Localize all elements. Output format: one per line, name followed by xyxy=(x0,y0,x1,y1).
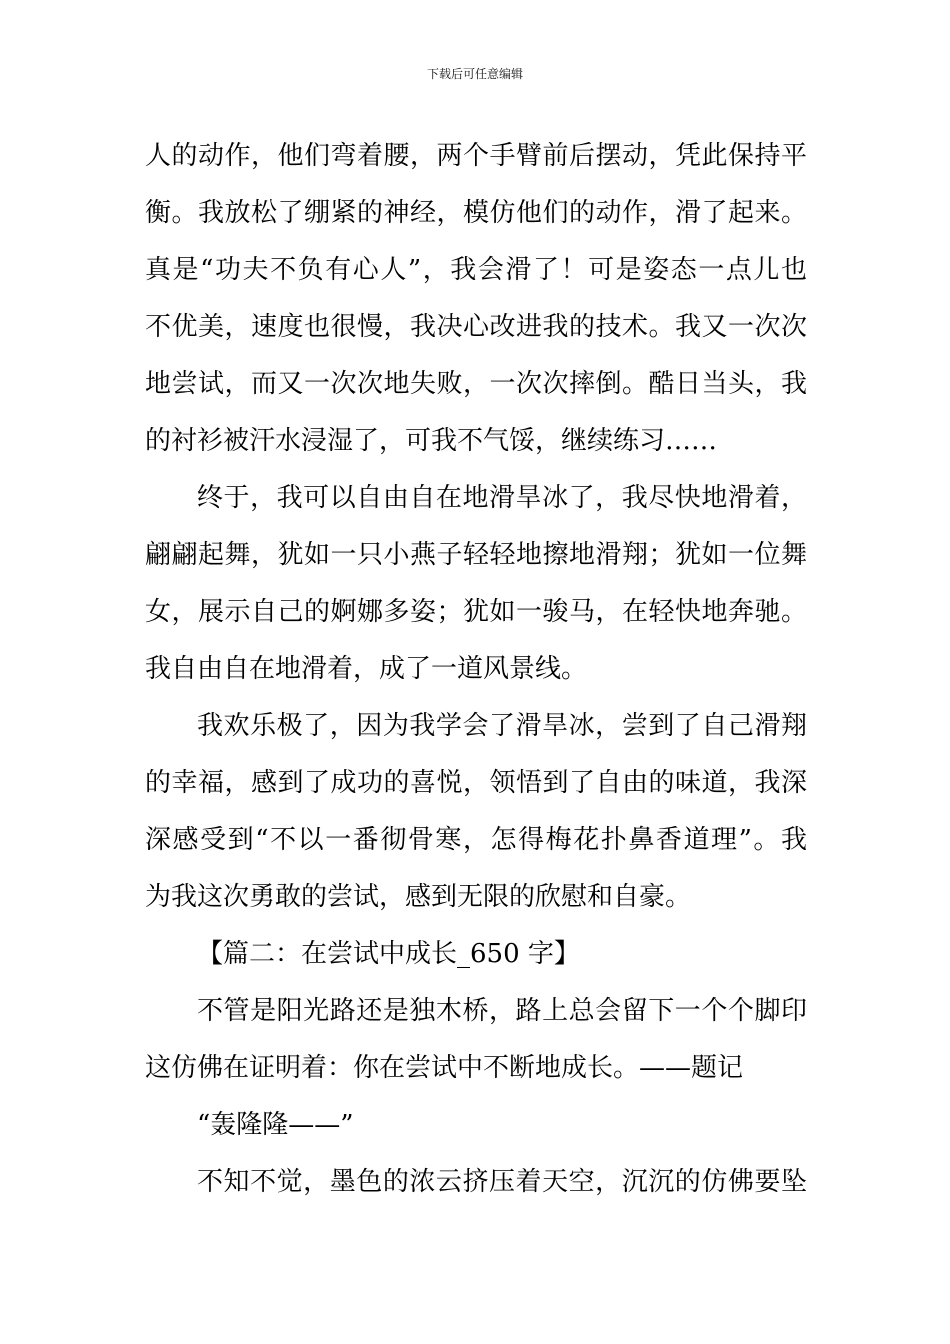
text-line-content: 【篇二：在尝试中成长_650 字】 xyxy=(197,939,580,969)
text-line xyxy=(145,869,807,926)
text-line xyxy=(145,185,807,242)
text-line-content: 翩翩起舞，犹如一只小燕子轻轻地擦地滑翔；犹如一位舞 xyxy=(145,540,807,570)
text-line xyxy=(145,128,807,185)
text-line xyxy=(145,470,807,527)
text-line-content: 不管是阳光路还是独木桥，路上总会留下一个个脚印 xyxy=(197,996,807,1026)
text-line-content: 深感受到“不以一番彻骨寒，怎得梅花扑鼻香道理”。我 xyxy=(145,825,807,855)
text-line-content: 终于，我可以自由自在地滑旱冰了，我尽快地滑着， xyxy=(197,483,807,513)
page-header: 下载后可任意编辑 xyxy=(426,67,523,81)
text-line xyxy=(145,356,807,413)
text-line-content: 不知不觉，墨色的浓云挤压着天空，沉沉的仿佛要坠 xyxy=(197,1167,807,1197)
text-line xyxy=(145,413,807,470)
text-line xyxy=(145,1040,807,1097)
text-line xyxy=(145,926,807,983)
document-body xyxy=(145,128,807,1211)
text-line-content: 的衬衫被汗水浸湿了，可我不气馁，继续练习…… xyxy=(145,426,718,456)
text-line-content: 人的动作，他们弯着腰，两个手臂前后摆动，凭此保持平 xyxy=(145,141,807,171)
text-line-content: 我欢乐极了，因为我学会了滑旱冰，尝到了自己滑翔 xyxy=(197,711,807,741)
text-line xyxy=(145,698,807,755)
text-line xyxy=(145,812,807,869)
text-line xyxy=(145,299,807,356)
text-line-content: 的幸福，感到了成功的喜悦，领悟到了自由的味道，我深 xyxy=(145,768,807,798)
text-line xyxy=(145,242,807,299)
text-line-content: 为我这次勇敢的尝试，感到无限的欣慰和自豪。 xyxy=(145,882,692,912)
text-line xyxy=(145,983,807,1040)
text-line xyxy=(145,755,807,812)
text-line-content: 衡。我放松了绷紧的神经，模仿他们的动作，滑了起来。 xyxy=(145,198,807,228)
text-line xyxy=(145,641,807,698)
text-line xyxy=(145,1154,807,1211)
text-line-content: “轰隆隆——” xyxy=(197,1110,354,1140)
text-line xyxy=(145,1097,807,1154)
text-line xyxy=(145,584,807,641)
text-line-content: 这仿佛在证明着：你在尝试中不断地成长。——题记 xyxy=(145,1053,744,1083)
text-line-content: 女，展示自己的婀娜多姿；犹如一骏马，在轻快地奔驰。 xyxy=(145,597,807,627)
text-line-content: 真是“功夫不负有心人”，我会滑了！可是姿态一点儿也 xyxy=(145,255,807,285)
text-line xyxy=(145,527,807,584)
text-line-content: 我自由自在地滑着，成了一道风景线。 xyxy=(145,654,588,684)
text-line-content: 不优美，速度也很慢，我决心改进我的技术。我又一次次 xyxy=(145,312,807,342)
text-line-content: 地尝试，而又一次次地失败，一次次摔倒。酷日当头，我 xyxy=(145,369,807,399)
